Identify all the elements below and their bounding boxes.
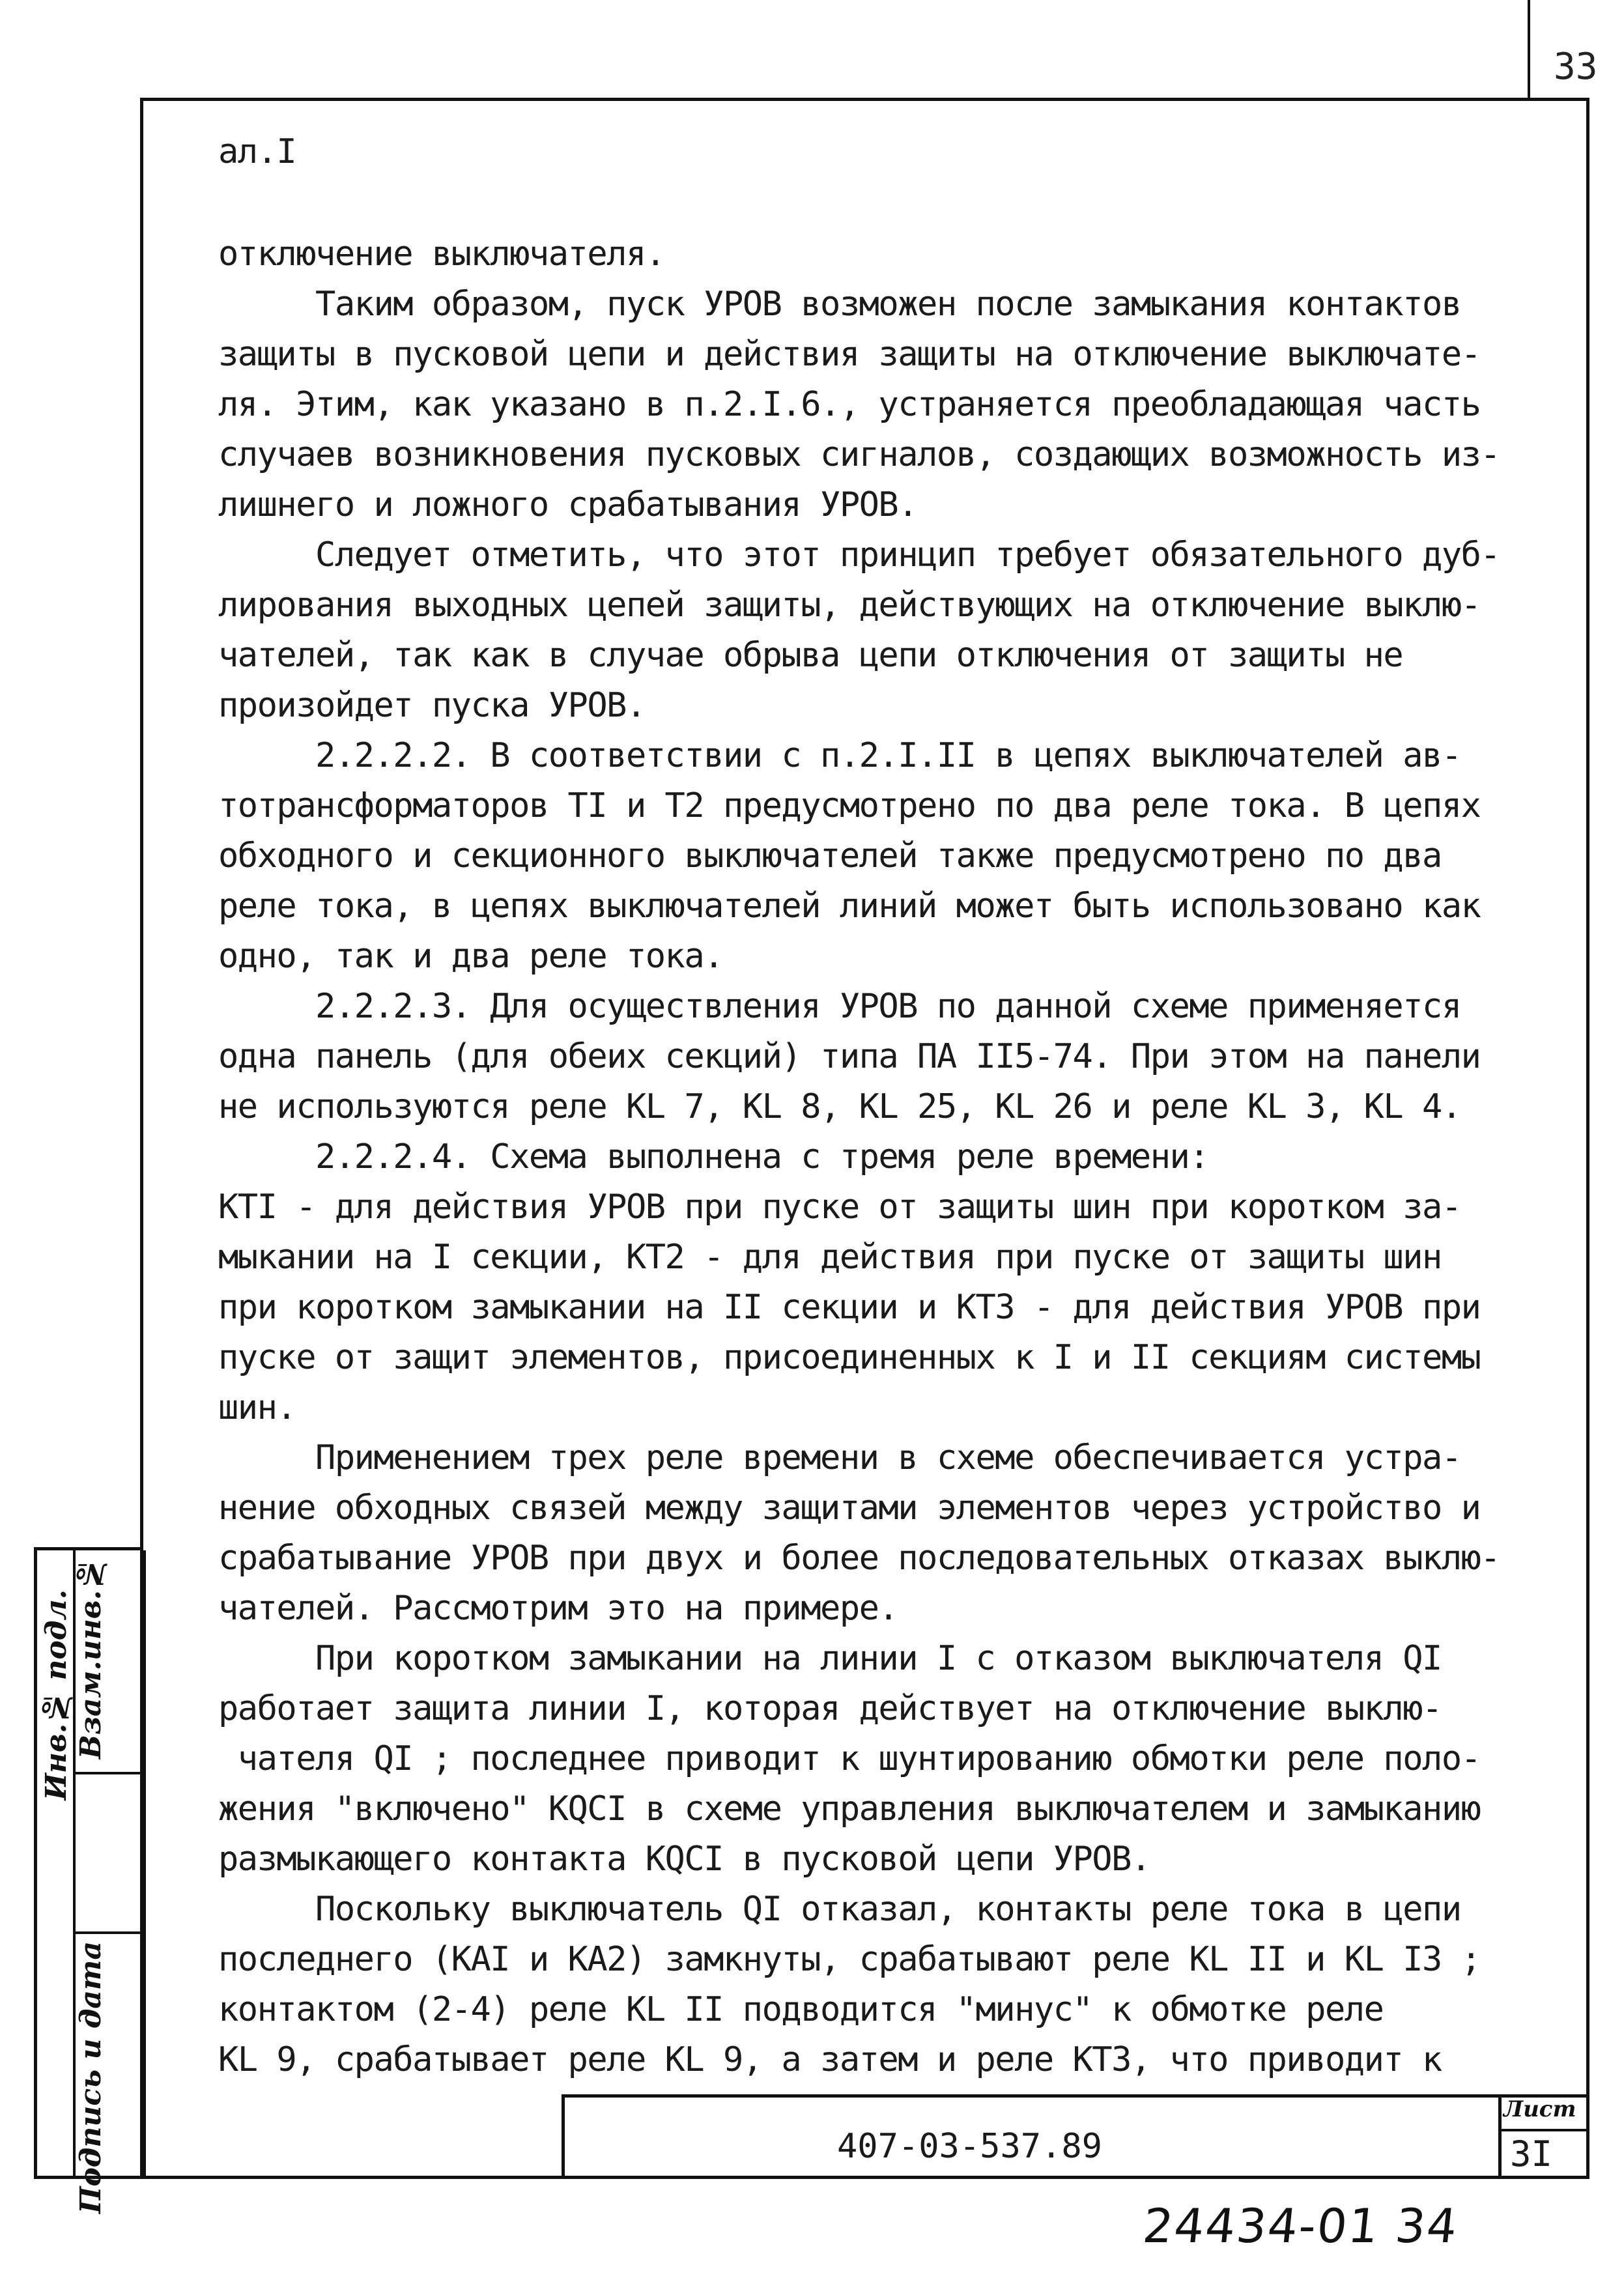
text-line: лирования выходных цепей защиты, действующих на отключение выклю- — [218, 586, 1481, 625]
text-line: 2.2.2.2. В соответствии с п.2.I.II в цепях выключателей ав- — [218, 736, 1461, 775]
text-line: реле тока, в цепях выключателей линий может быть использовано как — [218, 887, 1481, 926]
handwritten-note: 24434-01 34 — [1140, 2199, 1461, 2253]
text-line: одно, так и два реле тока. — [218, 937, 723, 976]
text-line: последнего (KAI и KA2) замкнуты, срабатывают реле KL II и KL I3 ; — [218, 1940, 1481, 1979]
text-line: мыкании на I секции, KT2 - для действия при пуске от защиты шин — [218, 1238, 1442, 1277]
text-line: чателей. Рассмотрим это на примере. — [218, 1589, 898, 1628]
text-line: жения "включено" KQCI в схеме управления выключателем и замыканию — [218, 1789, 1481, 1829]
text-line: тотрансформаторов TI и T2 предусмотрено по два реле тока. В цепях — [218, 786, 1481, 825]
text-line: Таким образом, пуск УРОВ возможен после замыкания контактов — [218, 285, 1461, 324]
text-line: срабатывание УРОВ при двух и более последовательных отказах выклю- — [218, 1539, 1500, 1578]
text-line: лишнего и ложного срабатывания УРОВ. — [218, 485, 918, 524]
text-line: нение обходных связей между защитами элементов через устройство и — [218, 1488, 1481, 1528]
header-ref: ал.I — [218, 132, 296, 171]
text-line: случаев возникновения пусковых сигналов, создающих возможность из- — [218, 435, 1500, 474]
top-tick-line — [1528, 0, 1530, 98]
text-line: Следует отметить, что этот принцип требует обязательного дуб- — [218, 535, 1500, 575]
text-line: 2.2.2.3. Для осуществления УРОВ по данной схеме применяется — [218, 987, 1461, 1026]
text-line: защиты в пусковой цепи и действия защиты на отключение выключате- — [218, 335, 1481, 374]
spacer — [218, 177, 1560, 229]
sheet-number: 33 — [1554, 46, 1598, 88]
text-line: одна панель (для обеих секций) типа ПА II5-74. При этом на панели — [218, 1037, 1481, 1076]
strip-divider-1 — [73, 1772, 143, 1774]
text-line: шин. — [218, 1388, 296, 1427]
text-line: При коротком замыкании на линии I с отказом выключателя QI — [218, 1639, 1442, 1678]
text-line: Поскольку выключатель QI отказал, контакты реле тока в цепи — [218, 1890, 1461, 1929]
label-inv-podl: Инв.№ подл. — [40, 1589, 73, 1801]
strip-divider-2 — [73, 1931, 143, 1934]
label-vzam-inv: Взам.инв.№ — [74, 1557, 107, 1759]
binding-strip — [34, 1547, 141, 2214]
text-line: произойдет пуска УРОВ. — [218, 686, 646, 725]
document-body — [218, 127, 1560, 2085]
text-line: ля. Этим, как указано в п.2.I.6., устраняется преобладающая часть — [218, 385, 1481, 424]
sheet-label: Лист — [1503, 2096, 1576, 2122]
text-line: пуске от защит элементов, присоединенных к I и II секциям системы — [218, 1338, 1481, 1377]
text-line: Применением трех реле времени в схеме обеспечивается устра- — [218, 1438, 1461, 1477]
page-number: 3I — [1510, 2133, 1553, 2174]
text-lines — [218, 229, 1560, 2085]
text-line: не используются реле KL 7, KL 8, KL 25, KL 26 и реле KL 3, KL 4. — [218, 1087, 1461, 1126]
text-line: чателей, так как в случае обрыва цепи отключения от защиты не — [218, 636, 1403, 675]
label-podpis-data: Подпись и дата — [74, 1941, 107, 2214]
text-line: обходного и секционного выключателей также предусмотрено по два — [218, 836, 1442, 876]
text-line: 2.2.2.4. Схема выполнена с тремя реле времени: — [218, 1137, 1209, 1176]
text-line: чателя QI ; последнее приводит к шунтированию обмотки реле поло- — [218, 1739, 1481, 1778]
document-code: 407-03-537.89 — [837, 2127, 1102, 2166]
text-line: размыкающего контакта KQCI в пусковой цепи УРОВ. — [218, 1840, 1150, 1879]
text-line: KL 9, срабатывает реле KL 9, а затем и реле KT3, что приводит к — [218, 2040, 1442, 2079]
text-line: KTI - для действия УРОВ при пуске от защиты шин при коротком за- — [218, 1188, 1461, 1227]
text-line: при коротком замыкании на II секции и KT3 - для действия УРОВ при — [218, 1288, 1481, 1327]
text-line: отключение выключателя. — [218, 235, 665, 274]
text-line: работает защита линии I, которая действует на отключение выклю- — [218, 1689, 1442, 1728]
text-line: контактом (2-4) реле KL II подводится "минус" к обмотке реле — [218, 1990, 1384, 2029]
sheet-cell-divider — [1498, 2129, 1589, 2131]
